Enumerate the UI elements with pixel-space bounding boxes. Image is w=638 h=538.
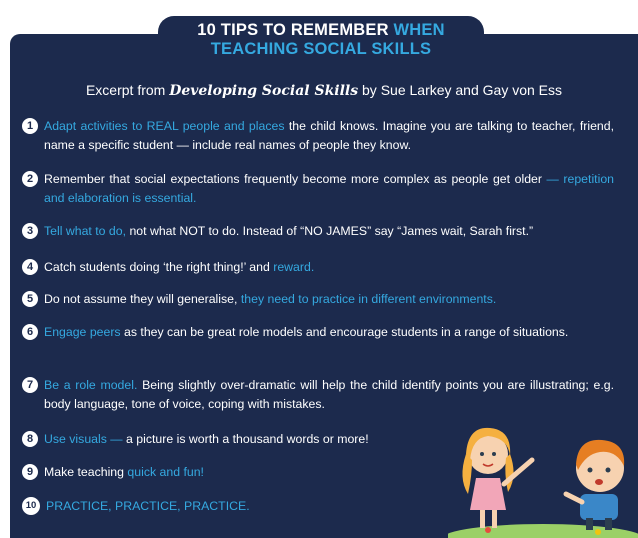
tip-text (44, 258, 614, 277)
tip-body: not what NOT to do. Instead of “NO JAMES” say “James wait, Sarah first.” (126, 224, 534, 238)
tip-body: Make teaching (44, 465, 128, 479)
tip-number-badge: 2 (22, 171, 38, 187)
tip-highlight: — repetition and elaboration is essential. (44, 172, 614, 205)
tip-body: as they can be great role models and encourage students in a range of situations. (120, 325, 569, 339)
tip-item (22, 430, 442, 449)
tip-highlight: quick and fun! (127, 465, 204, 479)
title-accent-text: WHEN (393, 21, 445, 39)
tip-text (44, 323, 614, 342)
children-cartoon-illustration (448, 398, 638, 538)
boy-figure (566, 440, 624, 530)
tip-item (22, 497, 442, 516)
tip-number-badge: 6 (22, 324, 38, 340)
tip-item (22, 463, 442, 482)
tip-text (44, 222, 614, 241)
tip-highlight: Use visuals — (44, 432, 123, 446)
tip-highlight: Tell what to do, (44, 224, 127, 238)
tip-text (44, 170, 614, 208)
tip-number-badge: 4 (22, 259, 38, 275)
tip-number-badge: 10 (22, 497, 40, 515)
tip-item (22, 117, 614, 155)
title-banner (158, 16, 484, 62)
tip-body: a picture is worth a thousand words or more! (122, 432, 369, 446)
tip-item (22, 222, 614, 241)
tip-highlight: Adapt activities to REAL people and places (44, 119, 285, 133)
tip-number-badge: 8 (22, 431, 38, 447)
subtitle-authors: by Sue Larkey and Gay von Ess (358, 82, 563, 98)
tip-number-badge: 5 (22, 291, 38, 307)
book-title: Developing Social Skills (169, 83, 359, 99)
tip-highlight: PRACTICE, PRACTICE, PRACTICE. (46, 499, 250, 513)
tip-number-badge: 1 (22, 118, 38, 134)
tip-body: Catch students doing ‘the right thing!’ and (44, 260, 274, 274)
tip-body: Being slightly over-dramatic will help the child identify points you are illustrating; e.g. body language, tone of voice, coping with mistakes. (44, 378, 615, 411)
tip-highlight: they need to practice in different environments. (240, 292, 497, 306)
tip-item (22, 258, 614, 277)
tip-text (46, 497, 442, 516)
tip-body: Do not assume they will generalise, (44, 292, 241, 306)
tip-number-badge: 3 (22, 223, 38, 239)
tip-number-badge: 7 (22, 377, 38, 393)
tip-text (44, 430, 442, 449)
title-white-text: 10 TIPS TO REMEMBER (197, 21, 394, 39)
girl-figure (462, 428, 532, 528)
tip-text (44, 290, 614, 309)
tip-highlight: Engage peers (44, 325, 121, 339)
tip-item (22, 290, 614, 309)
title-line-1 (158, 21, 484, 40)
tip-body: Remember that social expectations frequently become more complex as people get older (44, 172, 547, 186)
tip-text (44, 117, 614, 155)
tip-text (44, 463, 442, 482)
tip-highlight: Be a role model. (44, 378, 138, 392)
tip-highlight: reward. (273, 260, 315, 274)
tip-body: the child knows. Imagine you are talking to teacher, friend, name a specific student — include real names of people they know. (44, 119, 615, 152)
tip-number-badge: 9 (22, 464, 38, 480)
tip-item (22, 170, 614, 208)
tip-item (22, 323, 614, 342)
title-line-2: TEACHING SOCIAL SKILLS (210, 40, 432, 58)
subtitle (10, 82, 638, 99)
subtitle-prefix: Excerpt from (85, 82, 170, 98)
